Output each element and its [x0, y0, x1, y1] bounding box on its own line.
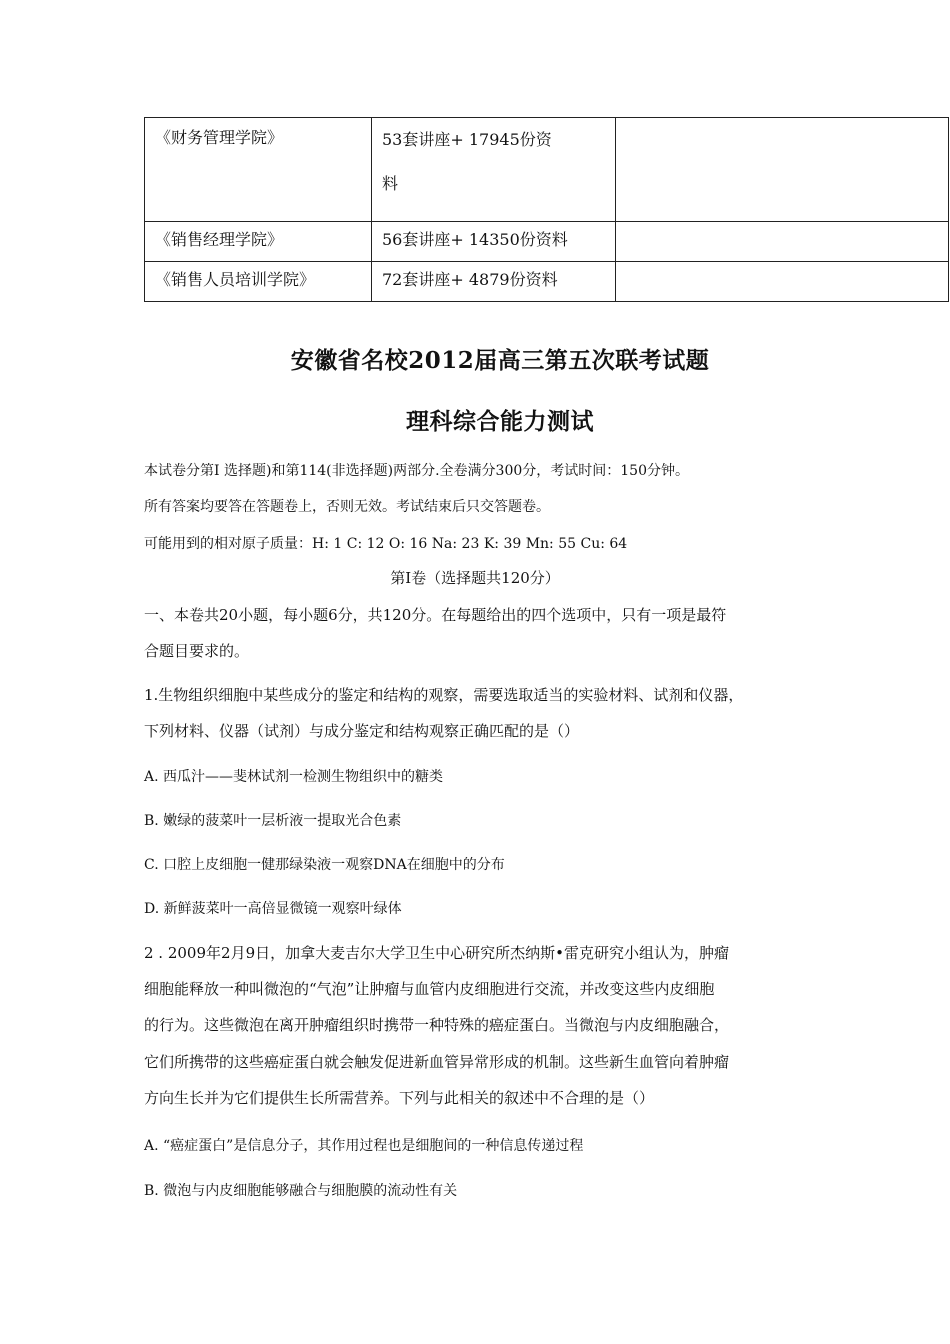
intro-line: 所有答案均要答在答题卷上，否则无效。考试结束后只交答题卷。 — [144, 499, 550, 515]
question-stem: 它们所携带的这些癌症蛋白就会触发促进新血管异常形成的机制。这些新生血管向着肿瘤 — [144, 1053, 730, 1071]
question-stem: 1.生物组织细胞中某些成分的鉴定和结构的观察，需要选取适当的实验材料、试剂和仪器， — [144, 686, 744, 704]
intro-line: 可能用到的相对原子质量：H: 1 C: 12 O: 16 Na: 23 K: 39 Mn: 55 Cu: 64 — [144, 536, 628, 552]
cell-text: 料 — [382, 174, 399, 193]
instruction-line: 一、本卷共20小题，每小题6分，共120分。在每题给出的四个选项中，只有一项是最符 — [144, 606, 727, 624]
table-cell-content — [372, 118, 616, 222]
question-stem: 下列材料、仪器（试剂）与成分鉴定和结构观察正确匹配的是（） — [144, 722, 580, 740]
resource-table — [144, 117, 949, 302]
table-row — [145, 222, 949, 262]
question-stem: 的行为。这些微泡在离开肿瘤组织时携带一种特殊的癌症蛋白。当微泡与内皮细胞融合， — [144, 1016, 730, 1034]
instruction-line: 合题目要求的。 — [144, 642, 250, 660]
question-stem: 细胞能释放一种叫微泡的“气泡”让肿瘤与血管内皮细胞进行交流，并改变这些内皮细胞 — [144, 980, 715, 998]
table-cell-name: 《销售经理学院》 — [145, 222, 372, 262]
section-heading: 第Ⅰ卷（选择题共120分） — [390, 569, 560, 587]
option-a: A. “癌症蛋白”是信息分子，其作用过程也是细胞间的一种信息传递过程 — [144, 1138, 584, 1154]
option-b: B. 微泡与内皮细胞能够融合与细胞膜的流动性有关 — [144, 1183, 458, 1199]
table-row — [145, 262, 949, 302]
table-cell-content: 56套讲座+ 14350份资料 — [372, 222, 616, 262]
cell-text: 53套讲座+ 17945份资 — [382, 130, 552, 149]
option-a: A. 西瓜汁——斐林试剂一检测生物组织中的糖类 — [144, 769, 444, 785]
table-cell-content: 72套讲座+ 4879份资料 — [372, 262, 616, 302]
question-stem: 2 . 2009年2月9日，加拿大麦吉尔大学卫生中心研究所杰纳斯•雷克研究小组认为，肿瘤 — [144, 944, 729, 962]
table-cell-extra — [616, 222, 949, 262]
table-cell-extra — [616, 262, 949, 302]
question-stem: 方向生长并为它们提供生长所需营养。下列与此相关的叙述中不合理的是（） — [144, 1089, 655, 1107]
exam-subtitle: 理科综合能力测试 — [406, 408, 594, 435]
exam-title: 安徽省名校2012届高三第五次联考试题 — [290, 347, 710, 374]
table-cell-name: 《财务管理学院》 — [145, 118, 372, 222]
option-c: C. 口腔上皮细胞一健那绿染液一观察DNA在细胞中的分布 — [144, 857, 505, 873]
option-b: B. 嫩绿的菠菜叶一层析液一提取光合色素 — [144, 813, 402, 829]
intro-line: 本试卷分第I 选择题)和第114(非选择题)两部分.全卷满分300分，考试时间：150分钟。 — [144, 463, 689, 479]
table-cell-name: 《销售人员培训学院》 — [145, 262, 372, 302]
table-row — [145, 118, 949, 222]
table-cell-extra — [616, 118, 949, 222]
option-d: D. 新鲜菠菜叶一高倍显微镜一观察叶绿体 — [144, 901, 402, 917]
